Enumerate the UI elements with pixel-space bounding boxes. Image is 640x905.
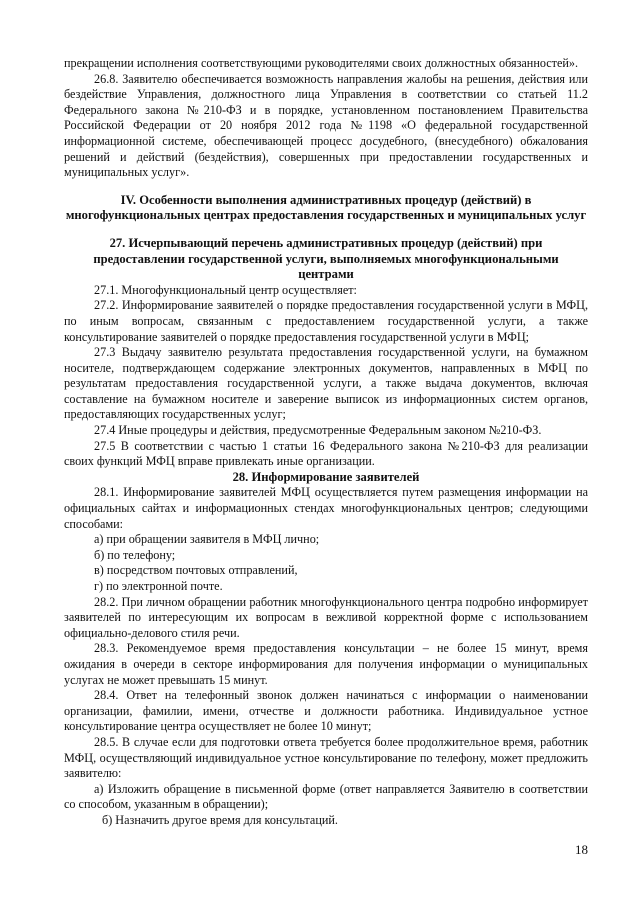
paragraph-28-4: 28.4. Ответ на телефонный звонок должен начинаться с информации о наименовании организации, фамилии, имени, отчестве и должности работника. Индивидуальное устное консультирование центра осуществляет не более 10 минут; [64, 688, 588, 734]
heading-28: 28. Информирование заявителей [232, 469, 420, 484]
paragraph-28-2: 28.2. При личном обращении работник многофункционального центра подробно информирует заявителей по интересующим их вопросам в вежливой корректной форме с использованием официально-делового стиля речи. [64, 594, 588, 640]
paragraph-27-4: 27.4 Иные процедуры и действия, предусмотренные Федеральным законом №210-ФЗ. [94, 423, 542, 438]
paragraph-28-5: 28.5. В случае если для подготовки ответа требуется более продолжительное время, работник МФЦ, осуществляющий индивидуальное устное консультирование по телефону, может предложить заявителю: [64, 734, 588, 781]
paragraph-28-1: 28.1. Информирование заявителей МФЦ осуществляется путем размещения информации на официальных сайтах и информационных стендах многофункциональных центров; следующими способами: [64, 485, 588, 531]
subitem-a: а) Изложить обращение в письменной форме (ответ направляется Заявителю в соответствии со способом, указанным в обращении); [64, 781, 588, 812]
section-heading-iv: IV. Особенности выполнения административных процедур (действий) в многофункциональных центрах предоставления государственных и муниципальных услуг [65, 192, 587, 223]
paragraph-26-8: 26.8. Заявителю обеспечивается возможность направления жалобы на решения, действия или бездействие Управления, должностного лица Управления в соответствии со статьей 11.2 Федерального закона №210-ФЗ и в порядке, установленном постановлением Правительства Российской Федерации от 20 ноября 2012 года №1198 «О федеральной государственной информационной системе, обеспечивающей процесс досудебного, (внесудебного) обжалования решений и действий (бездействия), совершенных при предоставлении государственных и муниципальных услуг». [64, 71, 588, 180]
page-number: 18 [575, 842, 588, 857]
paragraph-27-2: 27.2. Информирование заявителей о порядке предоставления государственной услуги в МФЦ, по иным вопросам, связанным с предоставлением государственной услуги, а также консультирование заявителей о порядке предоставления государственной услуги в МФЦ; [64, 298, 588, 344]
paragraph-27-3: 27.3 Выдачу заявителю результата предоставления государственной услуги, на бумажном носителе, подтверждающем содержание электронных документов, направленных в МФЦ по результатам предоставления государственной услуги, а также выдача документов, включая составление на бумажном носителе и заверение выписок из информационных систем органов, предоставляющих государственных услуг; [64, 345, 588, 422]
subitem-b: б) Назначить другое время для консультаций. [102, 812, 338, 827]
list-item: б) по телефону; [94, 547, 176, 562]
paragraph-28-3: 28.3. Рекомендуемое время предоставления консультации – не более 15 минут, время ожидания в очереди в секторе информирования для получения информации о муниципальных услугах не может превышать 15 минут. [64, 641, 588, 687]
paragraph-continuation: прекращении исполнения соответствующими руководителями своих должностных обязанностей». [64, 56, 579, 70]
heading-27: 27. Исчерпывающий перечень административных процедур (действий) при предоставлении государственной услуги, выполняемых многофункциональными центрами [93, 235, 559, 282]
list-item: г) по электронной почте. [94, 579, 223, 593]
paragraph-27-5: 27.5 В соответствии с частью 1 статьи 16 Федерального закона №210-ФЗ для реализации своих функций МФЦ вправе привлекать иные организации. [64, 438, 588, 469]
list-item: а) при обращении заявителя в МФЦ лично; [94, 532, 320, 547]
paragraph-27-1: 27.1. Многофункциональный центр осуществляет: [94, 282, 357, 297]
list-item: в) посредством почтовых отправлений, [94, 563, 298, 578]
